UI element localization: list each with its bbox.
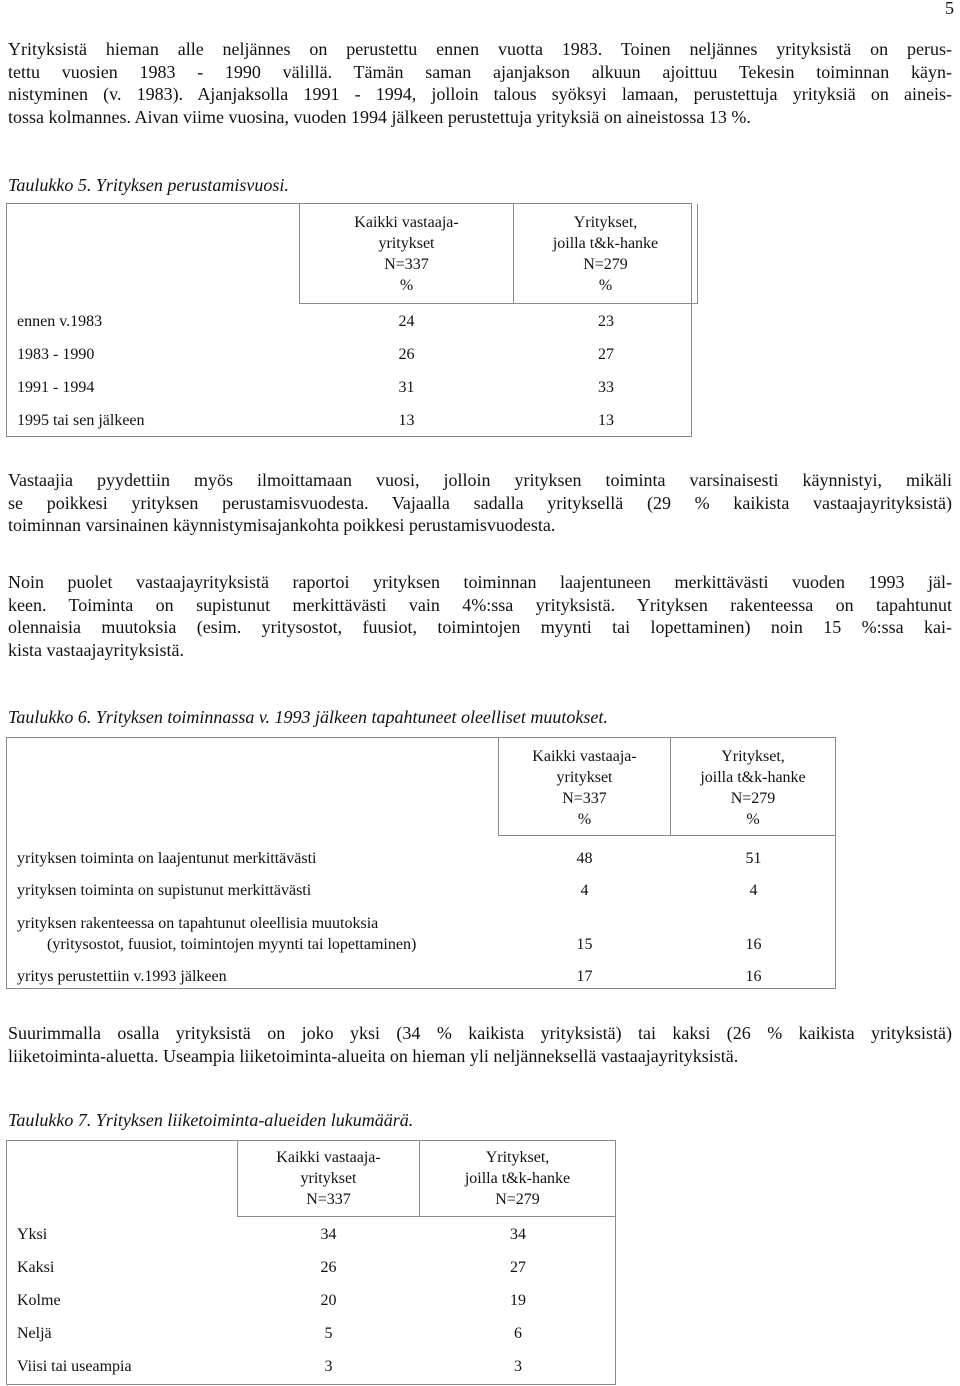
intro-paragraph [8,38,952,128]
text-line: se poikkesi yrityksen perustamisvuodesta. Vajaalla sadalla yrityksellä (29 % kaikista vastaajayrityksistä) [8,492,952,513]
table7-col1-header [237,1141,420,1217]
row-label: yrityksen toiminta on laajentunut merkittävästi [17,850,317,867]
cell-value: 3 [514,1358,522,1375]
cell-value: 16 [745,968,762,985]
header-line: joilla t&k-hanke [700,769,806,786]
paragraph-3 [8,571,952,661]
header-line: joilla t&k-hanke [464,1170,571,1187]
table5-col1-header [299,204,514,304]
header-line: Yritykset, [485,1149,550,1166]
header-line: Yritykset, [721,748,785,765]
header-line: % [399,277,414,294]
text-line: Noin puolet vastaajayrityksistä raportoi yrityksen toiminnan laajentuneen merkittävästi vuoden 1993 jäl- [8,572,952,592]
table7-caption: Taulukko 7. Yrityksen liiketoiminta-alueiden lukumäärä. [8,1110,414,1130]
row-label: Viisi tai useampia [17,1358,132,1375]
table-row [7,1318,615,1351]
header-line: Kaikki vastaaja- [532,748,637,765]
table6-caption: Taulukko 6. Yrityksen toiminnassa v. 1993 jälkeen tapahtuneet oleelliset muutokset. [8,707,608,727]
row-label: Kaksi [17,1259,55,1276]
header-line: N=337 [306,1191,351,1208]
header-line: yritykset [378,235,435,252]
text-line: toiminnan varsinainen käynnistymisajankohta poikkesi perustamisvuodesta. [8,515,556,535]
cell-value: 15 [576,936,593,953]
cell-value: 19 [510,1292,526,1309]
header-line: % [598,277,613,294]
text-line: nistyminen (v. 1983). Ajanjaksolla 1991 - 1994, jolloin talous syöksyi lamaan, perustettuja yrityksiä on aineis- [8,84,952,104]
cell-value: 23 [598,313,614,330]
table-row [7,1219,615,1252]
row-label: 1983 - 1990 [17,346,95,363]
table5-caption: Taulukko 5. Yrityksen perustamisvuosi. [8,175,289,195]
cell-value: 33 [598,379,614,396]
page-number: 5 [945,0,954,18]
table-row [7,875,835,908]
cell-value: 34 [510,1226,526,1243]
cell-value: 6 [514,1325,522,1342]
cell-value: 27 [598,346,614,363]
table-row [7,843,835,876]
table-row [7,372,691,405]
header-line: Yritykset, [573,214,638,231]
row-label: ennen v.1983 [17,313,103,330]
header-line: yritykset [556,769,613,786]
row-label-continuation: (yritysostot, fuusiot, toimintojen myynti tai lopettaminen) [47,936,417,953]
text-line: Yrityksistä hieman alle neljännes on perustettu ennen vuotta 1983. Toinen neljännes yrityksistä on perus- [8,39,952,59]
table7-col2-header [420,1141,616,1217]
table5 [6,203,692,437]
header-line: yritykset [300,1170,357,1187]
cell-value: 51 [745,850,762,867]
header-line: % [577,811,592,828]
header-line: % [746,811,760,828]
row-label: yritys perustettiin v.1993 jälkeen [17,968,227,985]
header-line: N=279 [730,790,776,807]
text-line: tossa kolmannes. Aivan viime vuosina, vuoden 1994 jälkeen perustettuja yrityksiä on aineistossa 13 %. [8,106,751,127]
header-line: N=279 [495,1191,540,1208]
cell-value: 17 [576,968,593,985]
table-row [7,306,691,339]
table-row [7,1252,615,1285]
header-line: N=279 [583,256,628,273]
row-label: 1995 tai sen jälkeen [17,412,145,429]
cell-value: 31 [398,379,415,396]
header-line: N=337 [384,256,429,273]
text-line: Suurimmalla osalla yrityksistä on joko yksi (34 % kaikista yrityksistä) tai kaksi (26 % kaikista yrityksistä) [8,1023,952,1043]
text-line: keen. Toiminta on supistunut merkittävästi vain 4%:ssa yrityksistä. Yrityksen rakenteessa on tapahtunut [8,594,952,615]
text-line: tettu vuosien 1983 - 1990 välillä. Tämän saman ajanjakson alkuun ajoittuu Tekesin toiminnan käyn- [8,61,952,82]
row-label: Kolme [17,1292,61,1309]
paragraph-4 [8,1022,952,1067]
row-label: Neljä [17,1325,52,1342]
text-line: Vastaajia pyydettiin myös ilmoittamaan vuosi, jolloin yrityksen toiminta varsinaisesti käynnistyi, mikäli [8,470,952,490]
paragraph-2 [8,469,952,537]
cell-value: 3 [324,1358,333,1375]
cell-value: 26 [398,346,415,363]
cell-value: 48 [576,850,593,867]
cell-value: 27 [510,1259,526,1276]
header-line: joilla t&k-hanke [552,235,659,252]
cell-value: 4 [580,882,589,899]
header-line: N=337 [562,790,607,807]
table6-col1-header [498,738,671,836]
cell-value: 16 [745,936,762,953]
cell-value: 13 [398,412,415,429]
row-label: yrityksen rakenteessa on tapahtunut oleellisia muutoksia [17,915,379,932]
text-line: liiketoiminta-aluetta. Useampia liiketoiminta-alueita on hieman yli neljänneksellä vastaajayrityksistä. [8,1045,739,1066]
table6-col2-header [671,738,836,836]
table-row [7,405,691,438]
row-label: Yksi [17,1226,48,1243]
header-line: Kaikki vastaaja- [276,1149,381,1166]
table6 [6,737,836,989]
cell-value: 20 [320,1292,337,1309]
table7 [6,1140,616,1385]
text-line: kista vastaajayrityksistä. [8,639,184,660]
table-row [7,339,691,372]
table-row [7,1285,615,1318]
text-line: olennaisia muutoksia (esim. yritysostot, fuusiot, toimintojen myynti tai lopettaminen) noin 15 %:ssa kai- [8,617,952,637]
table-row [7,961,835,994]
table-row [7,1351,615,1384]
header-line: Kaikki vastaaja- [354,214,459,231]
cell-value: 34 [320,1226,337,1243]
cell-value: 4 [749,882,758,899]
cell-value: 13 [598,412,614,429]
row-label: 1991 - 1994 [17,379,95,396]
cell-value: 5 [324,1325,333,1342]
cell-value: 24 [398,313,415,330]
row-label: yrityksen toiminta on supistunut merkittävästi [17,882,312,899]
table-row [7,908,835,962]
cell-value: 26 [320,1259,337,1276]
table5-col2-header [514,204,698,304]
